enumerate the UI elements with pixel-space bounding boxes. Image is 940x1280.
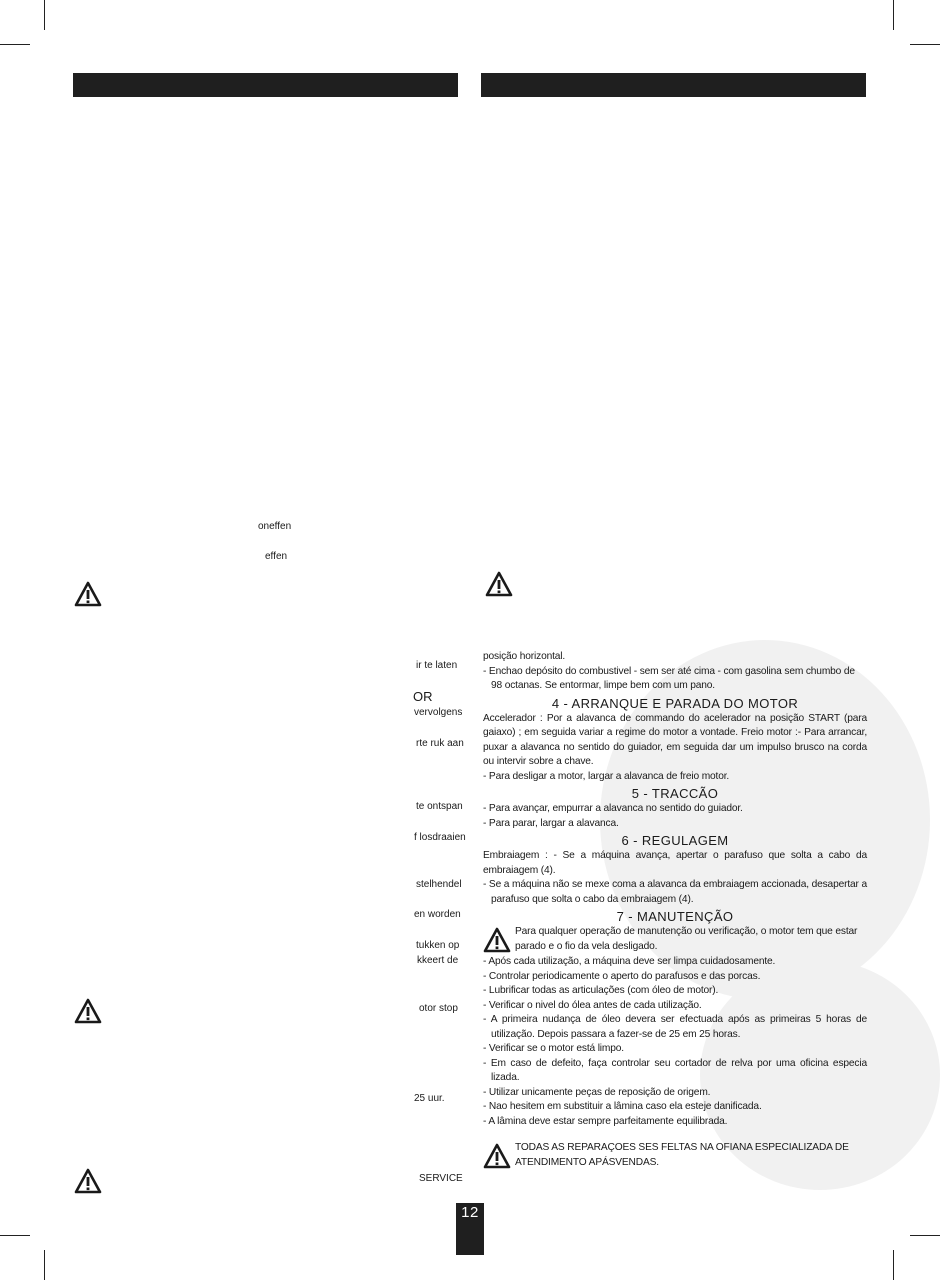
warning-icon [74, 998, 102, 1024]
crop-mark [44, 1250, 45, 1280]
maintenance-item: - Nao hesitem em substituir a lâmina caso ela esteje danificada. [483, 1101, 762, 1112]
section-title-5: 5 - TRACCÃO [631, 786, 719, 801]
left-fragment: en worden [414, 909, 461, 920]
intro-line: posição horizontal. [483, 651, 566, 662]
maintenance-item: - Verificar o nivel do ólea antes de cada utilização. [483, 999, 702, 1011]
right-column-text [483, 650, 867, 1171]
left-fragment: 25 uur. [414, 1093, 445, 1104]
maintenance-item: - A lâmina deve estar sempre parfeitamente equilibrada. [483, 1115, 728, 1127]
maintenance-item: - Verificar se o motor está limpo. [483, 1043, 624, 1054]
section-title-4: 4 - ARRANQUE E PARADA DO MOTOR [551, 695, 799, 711]
left-fragment: oneffen [258, 521, 292, 532]
section-6-paragraph: Embraiagem : - Se a máquina avança, apertar o parafuso que solta a cabo da embraiagem (4). [483, 850, 867, 876]
warning-icon [483, 1143, 511, 1169]
left-fragment: f losdraaien [414, 832, 466, 843]
crop-mark [893, 1250, 894, 1280]
left-fragment: rte ruk aan [416, 738, 464, 749]
section-6-paragraph: - Se a máquina não se mexe coma a alavanca da embraiagem accionada, desapertar a parafuso que solta o cabo da embraiagem (4). [483, 879, 867, 905]
section-5-paragraph: - Para parar, largar a alavanca. [483, 817, 619, 829]
left-fragment: OR [413, 689, 433, 704]
maintenance-warning [483, 925, 867, 955]
maintenance-item: - Em caso de defeito, faça controlar seu cortador de relva por uma oficina especia lizada. [483, 1057, 867, 1083]
service-warning [483, 1141, 867, 1171]
left-fragment: tukken op [416, 940, 460, 951]
warning-icon [74, 581, 102, 607]
warning-icon [74, 1168, 102, 1194]
section-title-7: 7 - MANUTENÇÃO [616, 909, 734, 924]
warning-icon [485, 571, 513, 597]
crop-mark [910, 44, 940, 45]
warning-icon [483, 927, 511, 953]
left-fragment: stelhendel [416, 879, 462, 890]
left-fragment: effen [265, 551, 288, 562]
crop-mark [44, 0, 45, 30]
maintenance-warning-text: Para qualquer operação de manutenção ou verificação, o motor tem que estar parado e o fio da vela desligado. [515, 926, 858, 952]
maintenance-item: - A primeira nudança de óleo devera ser efectuada após as primeiras 5 horas de utilização. Depois passara a fazer-se de 25 em 25 horas. [483, 1014, 867, 1040]
left-header-bar [73, 73, 458, 97]
service-warning-text: TODAS AS REPARAÇOES SES FELTAS NA OFIANA ESPECIALIZADA DE ATENDIMENTO APÁSVENDAS. [515, 1142, 849, 1168]
section-4-paragraph: - Para desligar a motor, largar a alavanca de freio motor. [483, 770, 730, 782]
crop-mark [910, 1235, 940, 1236]
section-title-6: 6 - REGULAGEM [621, 833, 729, 848]
left-fragment: vervolgens [414, 707, 463, 718]
crop-mark [0, 44, 30, 45]
maintenance-item: - Lubrificar todas as articulações (com óleo de motor). [483, 985, 719, 996]
section-4-paragraph: Accelerador : Por a alavanca de commando do acelerador na posição START (para gaiaxo) ; em seguida variar a regime do motor a vontade. Freio motor :- Para arrancar, puxar a alavanca no sentido do guiador, em seguida dar um impulso brusco na corda ou intervir sobre a chave. [483, 712, 867, 767]
maintenance-item: - Controlar periodicamente o aperto do parafusos e das porcas. [483, 970, 761, 982]
left-fragment: te ontspan [416, 801, 463, 812]
left-fragment: kkeert de [417, 955, 459, 966]
fuel-instruction: - Enchao depósito do combustivel - sem ser até cima - com gasolina sem chumbo de 98 octanas. Se entormar, limpe bem com um pano. [483, 665, 855, 691]
page-number: 12 [461, 1204, 479, 1221]
crop-mark [0, 1235, 30, 1236]
section-5-paragraph: - Para avançar, empurrar a alavanca no sentido do guiador. [483, 803, 743, 814]
left-fragment: otor stop [419, 1003, 458, 1014]
left-fragment: ir te laten [416, 660, 458, 671]
crop-mark [893, 0, 894, 30]
maintenance-item: - Após cada utilização, a máquina deve ser limpa cuidadosamente. [483, 956, 776, 967]
maintenance-item: - Utilizar unicamente peças de reposição de origem. [483, 1086, 711, 1098]
left-fragment: SERVICE [419, 1173, 463, 1184]
right-header-bar [481, 73, 866, 97]
page-number-tab [456, 1203, 484, 1255]
